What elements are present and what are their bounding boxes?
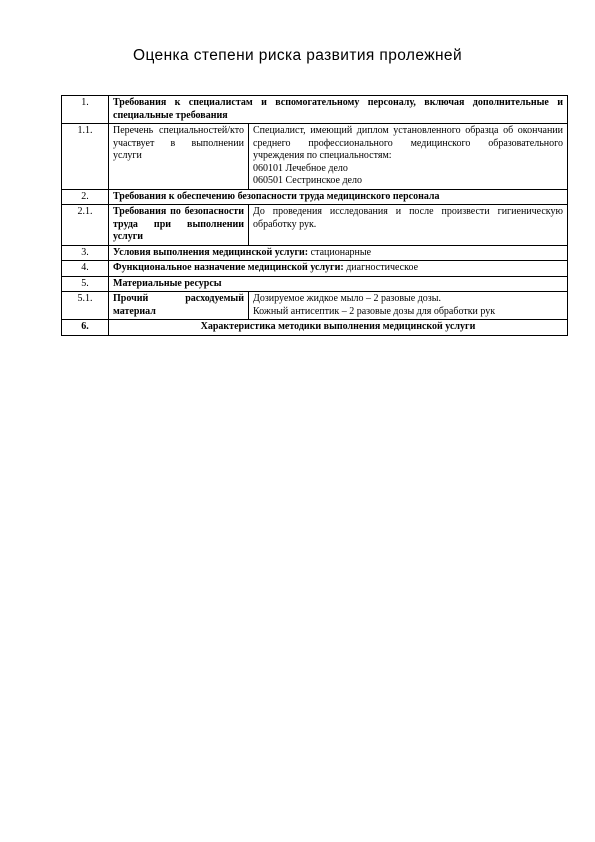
row-label: Условия выполнения медицинской услуги: xyxy=(113,246,309,258)
table-row xyxy=(62,124,568,190)
value-line: 060101 Лечебное дело xyxy=(253,162,348,174)
row-label: Прочий расходуемый материал xyxy=(109,292,249,320)
row-number: 5.1. xyxy=(62,292,109,320)
row-value xyxy=(249,124,568,190)
row-label: Функциональное назначение медицинской услуги: xyxy=(113,262,344,273)
row-number: 6. xyxy=(62,320,109,336)
service-requirements-table xyxy=(61,95,568,336)
row-number: 2. xyxy=(62,189,109,205)
value-line: Специалист, имеющий диплом установленного образца об окончании среднего профессионального медицинского образовательного учреждения по специальностям: xyxy=(253,125,563,161)
table-row xyxy=(62,189,568,205)
section-heading: Требования к обеспечению безопасности труда медицинского персонала xyxy=(109,189,568,205)
value-line: Кожный антисептик – 2 разовые дозы для обработки рук xyxy=(253,305,496,317)
table-row xyxy=(62,205,568,246)
value-line: 060501 Сестринское дело xyxy=(253,175,362,186)
row-value xyxy=(249,292,568,320)
table-row xyxy=(62,292,568,320)
row-content xyxy=(109,261,568,277)
section-heading: Материальные ресурсы xyxy=(109,276,568,292)
row-content xyxy=(109,245,568,261)
row-value: До проведения исследования и после произвести гигиеническую обработку рук. xyxy=(249,205,568,246)
row-value: стационарные xyxy=(310,246,372,258)
table-row xyxy=(62,320,568,336)
row-number: 1. xyxy=(62,96,109,124)
row-number: 1.1. xyxy=(62,124,109,190)
row-number: 5. xyxy=(62,276,109,292)
document-title: Оценка степени риска развития пролежней xyxy=(132,47,462,64)
row-number: 3. xyxy=(62,245,109,261)
table-row xyxy=(62,96,568,124)
table-row xyxy=(62,276,568,292)
table-row xyxy=(62,245,568,261)
row-number: 2.1. xyxy=(62,205,109,246)
row-number: 4. xyxy=(62,261,109,277)
table-row xyxy=(62,261,568,277)
row-label: Требования по безопасности труда при выполнении услуги xyxy=(109,205,249,246)
section-heading: Характеристика методики выполнения медицинской услуги xyxy=(109,320,568,336)
value-line: Дозируемое жидкое мыло – 2 разовые дозы. xyxy=(253,293,441,304)
section-heading: Требования к специалистам и вспомогательному персоналу, включая дополнительные и специальные требования xyxy=(109,96,568,124)
row-value: диагностическое xyxy=(346,262,419,273)
row-label: Перечень специальностей/кто участвует в выполнении услуги xyxy=(109,124,249,190)
